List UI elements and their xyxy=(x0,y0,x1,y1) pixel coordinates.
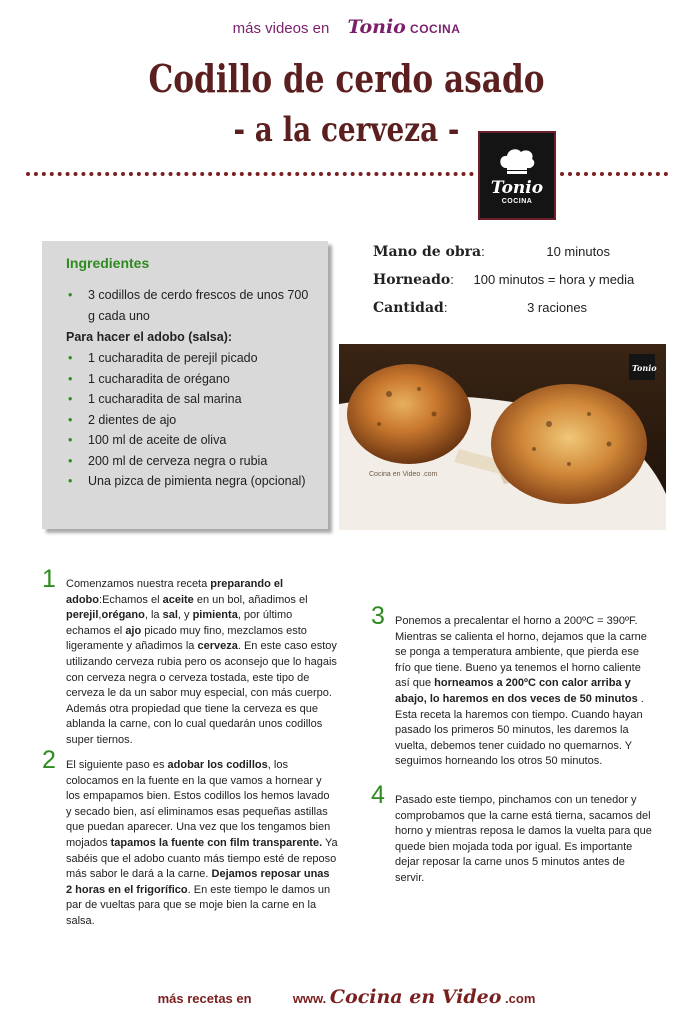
step-text: en un bol, añadimos el xyxy=(193,593,308,606)
step-text: Ya sabéis que el adobo cuanto más tiempo esté de reposo más sabor le dará a la carne. xyxy=(66,836,338,881)
list-item xyxy=(66,471,312,492)
step-number: 1 xyxy=(42,565,56,593)
ingredient-text: Una pizca de pimienta negra (opcional) xyxy=(88,474,306,488)
ingredients-main-list xyxy=(66,285,312,326)
step-text: Comenzamos nuestra receta xyxy=(66,578,211,590)
bullet-icon: • xyxy=(68,392,73,406)
step-emphasis: perejil xyxy=(66,609,99,622)
step-number: 4 xyxy=(371,781,385,809)
step-emphasis: cerveza xyxy=(197,640,238,653)
step-text: : xyxy=(99,593,103,606)
header-brand-script: Tonio xyxy=(347,16,406,38)
ingredient-text: 2 dientes de ajo xyxy=(88,412,177,427)
step-emphasis: ajo xyxy=(125,624,142,637)
oven-label: Horneado xyxy=(373,272,451,288)
step-text: Ponemos a precalentar el horno a 200ºC = 390ºF. Mientras se calienta el horno, dejamos que la carne se ponga a temperatura ambiente, que pierda ese frío que tiene. Bueno ya tenemos el horno caliente así que xyxy=(395,615,647,690)
ingredient-text: 1 cucharadita de orégano xyxy=(88,371,230,386)
header-prefix: más videos en xyxy=(232,20,330,37)
list-item xyxy=(66,285,312,326)
ingredient-text: 1 cucharadita de perejil picado xyxy=(88,351,258,365)
step-text: picado muy fino, mezclamos esto ligeramente y añadimos la xyxy=(66,624,307,653)
dish-photo xyxy=(339,344,666,530)
page-title: Codillo de cerdo asado xyxy=(148,56,545,101)
step-emphasis: aceite xyxy=(162,593,194,606)
step-text: El siguiente paso es xyxy=(66,759,168,771)
step-emphasis: pimienta xyxy=(192,609,238,622)
footer-left-text: más recetas en xyxy=(157,991,252,1006)
footer-com: .com xyxy=(505,991,536,1006)
bullet-icon: • xyxy=(68,288,73,302)
quantity-sep: : xyxy=(443,300,448,315)
brand-logo xyxy=(478,131,556,220)
step-number: 3 xyxy=(371,602,385,630)
step-emphasis: sal xyxy=(162,609,178,622)
step-emphasis: adobar los codillos xyxy=(167,759,268,771)
roasted-pork-knuckle-image xyxy=(339,344,666,530)
step-emphasis: preparando el adobo xyxy=(66,578,284,606)
bullet-icon: • xyxy=(68,371,73,386)
list-item xyxy=(66,410,312,431)
step-text: , la xyxy=(144,609,163,622)
bullet-icon: • xyxy=(68,453,73,468)
list-item xyxy=(66,430,312,451)
ingredient-text: 3 codillos de cerdo frescos de unos 700 g cada uno xyxy=(88,288,309,323)
step-text: , xyxy=(98,609,102,622)
step-emphasis: horneamos a 200ºC con calor arriba y abajo, lo haremos en dos veces de 50 minutos xyxy=(395,677,638,705)
labor-value: 10 minutos xyxy=(546,244,610,259)
step-emphasis: Dejamos reposar unas 2 horas en el frigorífico xyxy=(66,868,330,896)
labor-label: Mano de obra xyxy=(373,244,482,260)
quantity xyxy=(373,300,587,316)
list-item xyxy=(66,389,312,410)
photo-watermark: Cocina en Video .com xyxy=(369,471,438,478)
dotted-divider-left xyxy=(26,172,474,178)
bullet-icon: • xyxy=(68,412,73,427)
ingredient-text: 100 ml de aceite de oliva xyxy=(88,433,227,447)
step-number: 2 xyxy=(42,746,56,774)
step-text: . Esta receta la haremos con tiempo. Cuando hayan pasado los primeros 50 minutos, les daremos la vuelta, debemos tener cuidado no quemarnos. Y seguimos horneando los otros 50 minutos. xyxy=(395,692,644,768)
list-item xyxy=(66,348,312,369)
logo-caps-text: COCINA xyxy=(501,198,533,205)
labor-time xyxy=(373,244,610,260)
step-emphasis: orégano xyxy=(101,609,145,622)
step-3 xyxy=(371,602,653,770)
header-promo xyxy=(0,16,693,38)
step-text: . En este caso estoy utilizando cerveza rubia pero os aconsejo que lo hagais con cerveza negra o cerveza tostada, este tipo de cerveza le da un sabor muy especial, con más cuerpo. Además otra propiedad que tiene la cerveza es que ablanda la carne, con lo cual quedarán unos codillos super tiernos. xyxy=(66,640,337,746)
footer-promo xyxy=(0,986,693,1008)
oven-sep: : xyxy=(450,272,454,287)
step-text: , los colocamos en la fuente en la que vamos a hornear y los empapamos bien. Estos codillos los hemos lavado y secado bien, así eliminamos esas pequeñas astillas que puedan aparecer. Una vez que los tengamos bien mojados xyxy=(66,759,331,849)
chef-hat-icon xyxy=(497,146,537,176)
ingredient-text: 200 ml de cerveza negra o rubia xyxy=(88,453,268,468)
list-item xyxy=(66,369,312,390)
oven-value: 100 minutos = hora y media xyxy=(473,272,635,287)
list-item xyxy=(66,451,312,472)
ingredients-title: Ingredientes xyxy=(66,255,150,271)
footer-www: www. xyxy=(292,991,327,1006)
dotted-divider-right xyxy=(560,172,668,178)
ingredient-text: 1 cucharadita de sal marina xyxy=(88,392,242,406)
quantity-label: Cantidad xyxy=(373,300,444,316)
step-text: , por último echamos el xyxy=(66,609,293,637)
header-brand-caps: COCINA xyxy=(410,22,461,36)
step-text: . En este tiempo le damos un par de vueltas para que se moje bien la carne en la salsa. xyxy=(66,883,331,927)
bullet-icon: • xyxy=(68,433,73,447)
page-subtitle: - a la cerveza - xyxy=(233,110,460,150)
ingredients-panel xyxy=(42,241,328,529)
footer-site-script: Cocina en Video xyxy=(329,986,502,1008)
labor-sep: : xyxy=(481,244,485,259)
oven-time xyxy=(373,272,634,288)
adobo-subtitle: Para hacer el adobo (salsa): xyxy=(66,330,233,344)
quantity-value: 3 raciones xyxy=(527,300,588,315)
step-1 xyxy=(42,565,338,749)
step-4 xyxy=(371,781,653,887)
photo-logo-text: Tonio xyxy=(632,363,657,373)
step-emphasis: tapamos la fuente con film transparente. xyxy=(110,836,323,849)
bullet-icon: • xyxy=(68,351,73,365)
logo-script-text: Tonio xyxy=(490,178,544,198)
step-text: Echamos el xyxy=(102,593,163,606)
step-text: Pasado este tiempo, pinchamos con un tenedor y comprobamos que la carne está tierna, sacamos del horno y mientras reposa le damos la vuelta para que quede bien mojada toda por igual. Es importante dejar reposar la carne unos 5 minutos antes de servir. xyxy=(395,794,652,884)
step-2 xyxy=(42,746,338,930)
adobo-list xyxy=(66,348,312,492)
step-text: , y xyxy=(177,609,193,622)
bullet-icon: • xyxy=(68,474,73,488)
